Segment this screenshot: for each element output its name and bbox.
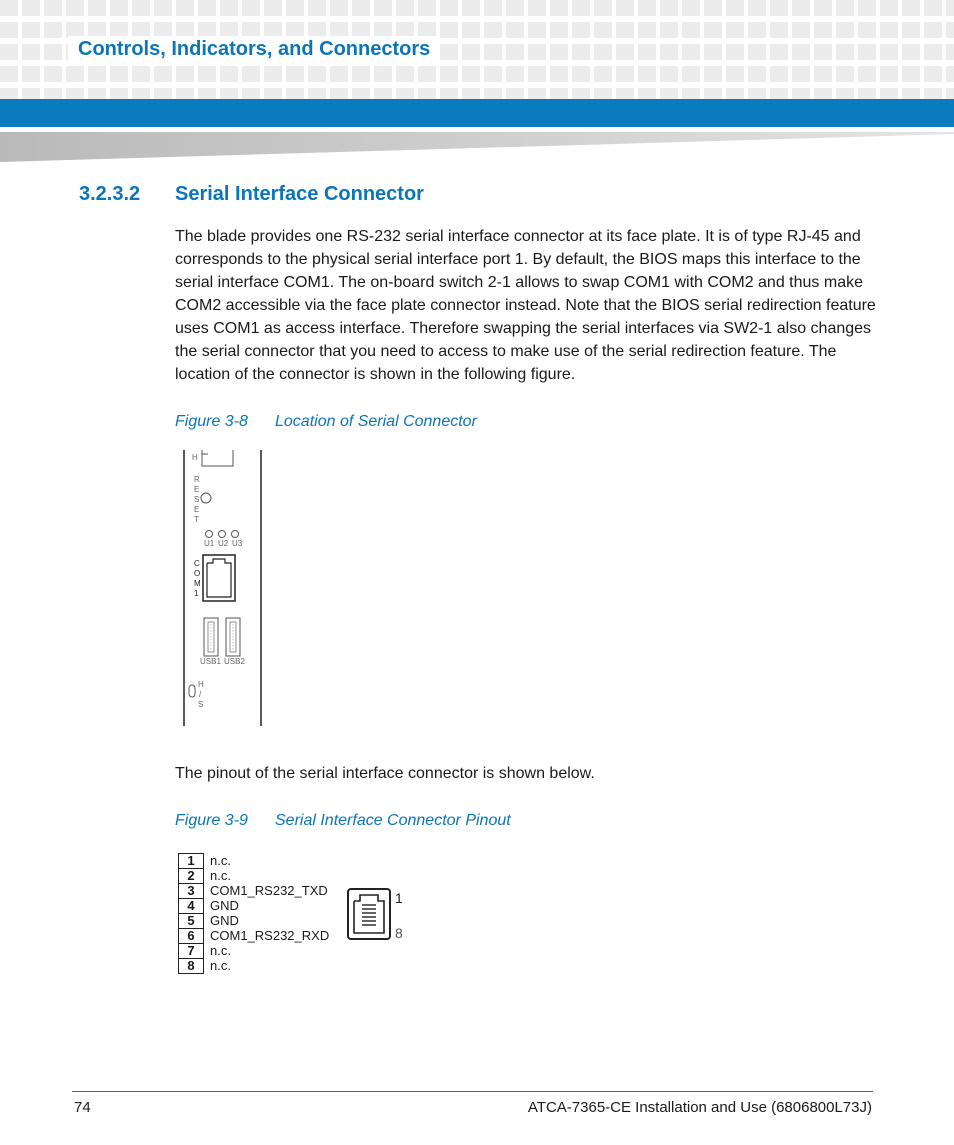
label-h: H [192, 453, 198, 462]
figure-number-1: Figure 3-8 [175, 413, 248, 430]
pin-signal: GND [210, 898, 239, 913]
pin-number: 8 [179, 959, 204, 974]
pin-signal: COM1_RS232_TXD [210, 883, 328, 898]
face-plate-figure [180, 448, 270, 730]
header-wedge [0, 132, 954, 162]
pin-number: 6 [179, 929, 204, 944]
header-bar [0, 99, 954, 127]
figure-caption-1 [175, 413, 477, 431]
label-u2: U2 [218, 539, 229, 548]
pin-row [179, 899, 330, 914]
reset-letter: S [194, 495, 200, 504]
hs-letter: S [198, 700, 204, 709]
pin-number: 1 [179, 854, 204, 869]
document-title: ATCA-7365-CE Installation and Use (6806800L73J) [527, 1099, 872, 1116]
com1-letter: O [194, 569, 201, 578]
com1-letter: C [194, 559, 200, 568]
usb1-drawing [204, 618, 218, 656]
page-number: 74 [74, 1099, 91, 1116]
hot-swap-led-drawing [189, 685, 195, 697]
section-number: 3.2.3.2 [79, 183, 141, 205]
section-title: Serial Interface Connector [175, 183, 424, 205]
footer-rule [72, 1091, 873, 1092]
intro-paragraph: The blade provides one RS-232 serial interface connector at its face plate. It is of type RJ-45 and corresponds to the physical serial interface port 1. By default, the BIOS maps this interface to the serial interface COM1. The on-board switch 2-1 allows to swap COM1 with COM2 and thus make COM2 accessible via the face plate connector instead. Note that the BIOS serial redirection feature uses COM1 as access interface. Therefore swapping the serial interfaces via SW2-1 also changes the serial connector that you need to access to make use of the serial redirection feature. The location of the connector is shown in the following figure. [175, 228, 876, 383]
rj45-connector-figure [345, 886, 415, 944]
pin-number: 2 [179, 869, 204, 884]
com1-connector-drawing [203, 555, 235, 601]
pin-number: 7 [179, 944, 204, 959]
pinout-paragraph: The pinout of the serial interface connector is shown below. [175, 765, 595, 782]
figure-caption-2 [175, 812, 511, 830]
label-usb2: USB2 [224, 657, 245, 666]
reset-letter: E [194, 505, 200, 514]
pinout-table [178, 853, 330, 974]
pin-row [179, 959, 330, 974]
pin-signal: COM1_RS232_RXD [210, 928, 330, 943]
reset-letter: R [194, 475, 200, 484]
pin-row [179, 929, 330, 944]
com1-letter: M [194, 579, 201, 588]
com1-labels [194, 559, 201, 598]
label-usb1: USB1 [200, 657, 221, 666]
figure-title-2: Serial Interface Connector Pinout [275, 812, 511, 829]
pin-number: 3 [179, 884, 204, 899]
pin-signal: n.c. [210, 853, 231, 868]
label-u1: U1 [204, 539, 215, 548]
usb2-drawing [226, 618, 240, 656]
led-u3 [232, 531, 239, 538]
pin-row [179, 869, 330, 884]
pin-row [179, 854, 330, 869]
pin-signal: n.c. [210, 943, 231, 958]
pin-number: 4 [179, 899, 204, 914]
pin-row [179, 884, 330, 899]
connector-pin-last-label: 8 [395, 925, 403, 941]
figure-number-2: Figure 3-9 [175, 812, 248, 829]
pin-row [179, 944, 330, 959]
led-u2 [219, 531, 226, 538]
connector-pin-first-label: 1 [395, 890, 403, 906]
pin-number: 5 [179, 914, 204, 929]
pin-row [179, 914, 330, 929]
com1-letter: 1 [194, 589, 199, 598]
label-u3: U3 [232, 539, 243, 548]
hs-letter: / [199, 690, 202, 699]
pin-signal: GND [210, 913, 239, 928]
hs-letter: H [198, 680, 204, 689]
reset-labels [194, 475, 200, 524]
pin-signal: n.c. [210, 958, 231, 973]
pin-signal: n.c. [210, 868, 231, 883]
section-heading [79, 183, 424, 206]
reset-button-drawing [201, 493, 211, 503]
chapter-title: Controls, Indicators, and Connectors [68, 36, 440, 63]
led-u1 [206, 531, 213, 538]
reset-letter: T [194, 515, 199, 524]
figure-title-1: Location of Serial Connector [275, 413, 477, 430]
reset-letter: E [194, 485, 200, 494]
